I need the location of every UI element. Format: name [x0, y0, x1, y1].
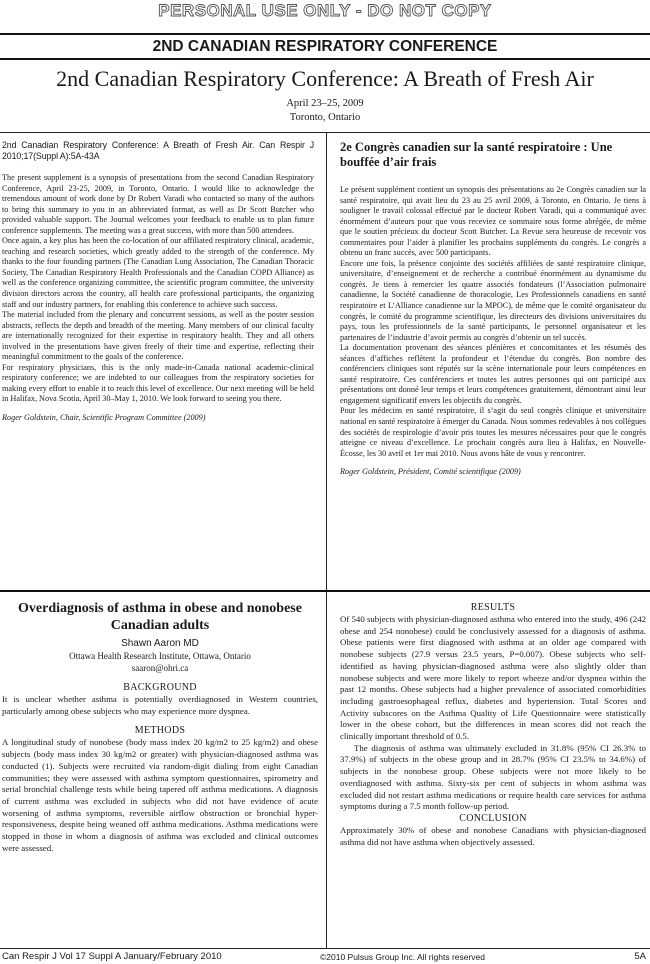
abstract-author: Shawn Aaron MD — [121, 638, 199, 649]
editorial-paragraph: The material included from the plenary and concurrent sessions, as well as the poster session abstracts, reflects the depth and breadth of the meeting. Many members of our clinical faculty are internationally recognized for their expertise in respiratory health. They and all others involved in the presentations have given freely of their time and expertise, reflecting their meaningful commitment to the goals of the conference. — [2, 310, 314, 362]
french-title: 2e Congrès canadien sur la santé respiratoire : Une bouffée d’air frais — [340, 140, 613, 169]
column-divider — [326, 592, 327, 948]
section-rule — [0, 590, 650, 592]
conference-location: Toronto, Ontario — [289, 112, 361, 123]
abstract-right-column — [340, 602, 646, 848]
abstract-left-column — [2, 600, 318, 854]
editorial-signature: Roger Goldstein, Chair, Scientific Program Committee (2009) — [2, 413, 206, 423]
watermark: PERSONAL USE ONLY - DO NOT COPY — [158, 1, 492, 20]
background-text: It is unclear whether asthma is potentially overdiagnosed in Western countries, particularly among obese subjects who may experience more dyspnea. — [2, 694, 318, 716]
results-text: The diagnosis of asthma was ultimately excluded in 31.8% (95% CI 26.3% to 37.9%) of subjects in the obese group and in 28.7% (95% CI 23.5% to 34.6%) of subjects in the nonobese group. Obese subjects were not more likely to be overdiagnosed with asthma. Sixty-six per cent of subjects in whom asthma was excluded did not restart asthma medications or require health care services for asthma symptoms during a 7.5 month follow-up period. — [340, 742, 646, 812]
conference-banner: 2ND CANADIAN RESPIRATORY CONFERENCE — [0, 33, 650, 60]
background-heading: BACKGROUND — [123, 682, 197, 693]
editorial-paragraph: Once again, a key plus has been the co-location of our affiliated respiratory clinical, academic, teaching and research societies, which greatly added to the strength of the conference. My thanks to the four founding partners (The Canadian Lung Association, The Canadian Thoracic Society, The Canadian Respiratory Health Professionals and the Canadian COPD Alliance) as well as the conference organizing committee, the scientific program committee, the university division directors across the country, all health care professional participants, the organizing staff and our industry partners, for enabling this conference to achieve such success. — [2, 236, 314, 309]
editorial-paragraph: The present supplement is a synopsis of presentations from the second Canadian Respiratory Conference, April 23-25, 2009, in Toronto, Ontario. I would like to acknowledge the tremendous amount of work done by Dr Robert Varadi who contacted so many of the authors to bring this summary to you in an abbreviated format, as well as Dr Scott Butcher who provided valuable support. The Journal welcomes your feedback to enable us to plan future conference supplements. The meeting was a great success, with more than 500 attendees. — [2, 173, 314, 235]
results-text: Of 540 subjects with physician-diagnosed asthma who entered into the study, 496 (242 obese and 254 nonobese) could be conclusively assessed for a diagnosis of asthma. Obese patients were first diagnosed with asthma at an older age compared with nonobese subjects (27.9 versus 23.5 years, P=0.007). Obese subjects who self-identified as having physician-diagnosed asthma were also slightly older than nonobese subjects and were more likely to report wheeze and/or dyspnea within the past 12 months. Obese subjects had a higher prevalence of associated comorbidities including gastroesophageal reflux, diabetes and hypertension. Total Scores and Activity subscores on the Asthma Quality of Life Questionnaire were statistically lower in the obese cohort, but the differences in mean scores did not reach the clinically important threshold of 0.5. — [340, 614, 646, 742]
copyright: ©2010 Pulsus Group Inc. All rights reserved — [320, 952, 486, 962]
page-title: 2nd Canadian Respiratory Conference: A Breath of Fresh Air — [56, 66, 594, 91]
editorial-paragraph: Encore une fois, la présence conjointe des sociétés affiliées de santé respiratoire clinique, universitaire, d’enseignement et de recherche a contribué énormément au dynamisme du congrès. Je tiens à remercier les quatre associés fondateurs (l’Association pulmonaire canadienne, la Société canadienne de thoracologie, Les Professionnels canadiens en santé respiratoire et L’Alliance canadienne sur la MPOC), de même que le comité organisateur du congrès, le comité du programme scientifique, les directeurs des divisions universitaires du pays, tous les professionnels de la santé participants, le personnel organisateur et les partenaires de l’industrie d’avoir permis au congrès d’obtenir un tel succès. — [340, 258, 646, 342]
methods-text: A longitudinal study of nonobese (body mass index 20 kg/m2 to 25 kg/m2) and obese subjects (body mass index 30 kg/m2 or greater) with physician-diagnosed asthma was conducted (1). Subjects were recruited via random-digit dialing from eight Canadian communities; they were assessed with asthma symptom questionnaires, spirometry and serial bronchial challenge tests while being tapered off asthma medications. A diagnosis of current asthma was excluded in subjects who did not have evidence of acute worsening of asthma symptoms, reversible airflow obstruction or bronchial hyper-responsiveness, despite being weaned off asthma medications. Asthma medications were stopped in those in whom a diagnosis of asthma was excluded and clinical outcomes were assessed. — [2, 737, 318, 853]
footer-rule — [0, 948, 650, 949]
page-number: 5A — [634, 951, 646, 962]
column-divider — [326, 132, 327, 590]
editorial-paragraph: For respiratory physicians, this is the only made-in-Canada national academic-clinical respiratory conference; we are indebted to our colleagues from the respiratory societies for making every effort to enable it to reach this level of excellence. Our next meeting will be held in Halifax, Nova Scotia, April 30–May 1, 2010. We look forward to seeing you there. — [2, 362, 314, 404]
french-editorial — [340, 140, 646, 478]
conclusion-text: Approximately 30% of obese and nonobese Canadians with physician-diagnosed asthma did not have asthma when objectively assessed. — [340, 824, 646, 847]
editorial-paragraph: La documentation provenant des séances plénières et concomitantes et les résumés des séances d’affiches reflètent la profondeur et l’étendue du congrès. Bon nombre des conférenciers cliniques sont réputés sur la scène internationale pour leurs compétences en santé respiratoire. Ces conférenciers et toutes les autres personnes qui ont participé aux présentations ont donné leur temps et leurs compétences gratuitement, démontrant ainsi leur engagement significatif envers les objectifs du congrès. — [340, 343, 646, 405]
methods-heading: METHODS — [134, 725, 186, 737]
english-editorial — [2, 140, 314, 424]
journal-citation: Can Respir J Vol 17 Suppl A January/February 2010 — [2, 951, 222, 962]
editorial-paragraph: Le présent supplément contient un synopsis des présentations au 2e Congrès canadien sur la santé respiratoire, qui avait lieu du 23 au 25 avril 2009, à Toronto, en Ontario. Je tiens à souligner le travail colossal effectué par le docteur Robert Varadi, qui a communiqué avec énormément d’auteurs pour que vous receviez ce sommaire sous forme abrégée, de même que le soutien précieux du docteur Scott Butcher. La Revue sera heureuse de recevoir vos commentaires pour l’aider à planifier les prochains suppléments du congrès. Le congrès a obtenu un franc succès, avec 500 participants. — [340, 185, 646, 258]
citation: 2nd Canadian Respiratory Conference: A Breath of Fresh Air. Can Respir J 2010;17(Suppl A):5A-43A — [2, 140, 314, 161]
abstract-affiliation: Ottawa Health Research Institute, Ottawa, Ontario — [69, 651, 251, 661]
conclusion-heading: CONCLUSION — [459, 812, 527, 824]
top-rule — [0, 132, 650, 133]
abstract-title: Overdiagnosis of asthma in obese and nonobese Canadian adults — [18, 601, 302, 633]
conference-dates: April 23–25, 2009 — [286, 98, 364, 109]
author-email[interactable]: saaron@ohri.ca — [131, 663, 189, 673]
editorial-signature: Roger Goldstein, Président, Comité scientifique (2009) — [340, 467, 521, 477]
editorial-paragraph: Pour les médecins en santé respiratoire, il s’agit du seul congrès clinique et universitaire national en santé respiratoire à émerger du Canada. Nous sommes redevables à nos collègues des sociétés de respirologie d’avoir pris toutes les mesures nécessaires pour que le congrès atteigne ce niveau d’excellence. Le prochain congrès aura lieu à Halifax, en Nouvelle-Écosse, les 30 avril et 1er mai 2010. Nous avons hâte de vous y rencontrer. — [340, 406, 646, 458]
results-heading: RESULTS — [470, 602, 516, 613]
